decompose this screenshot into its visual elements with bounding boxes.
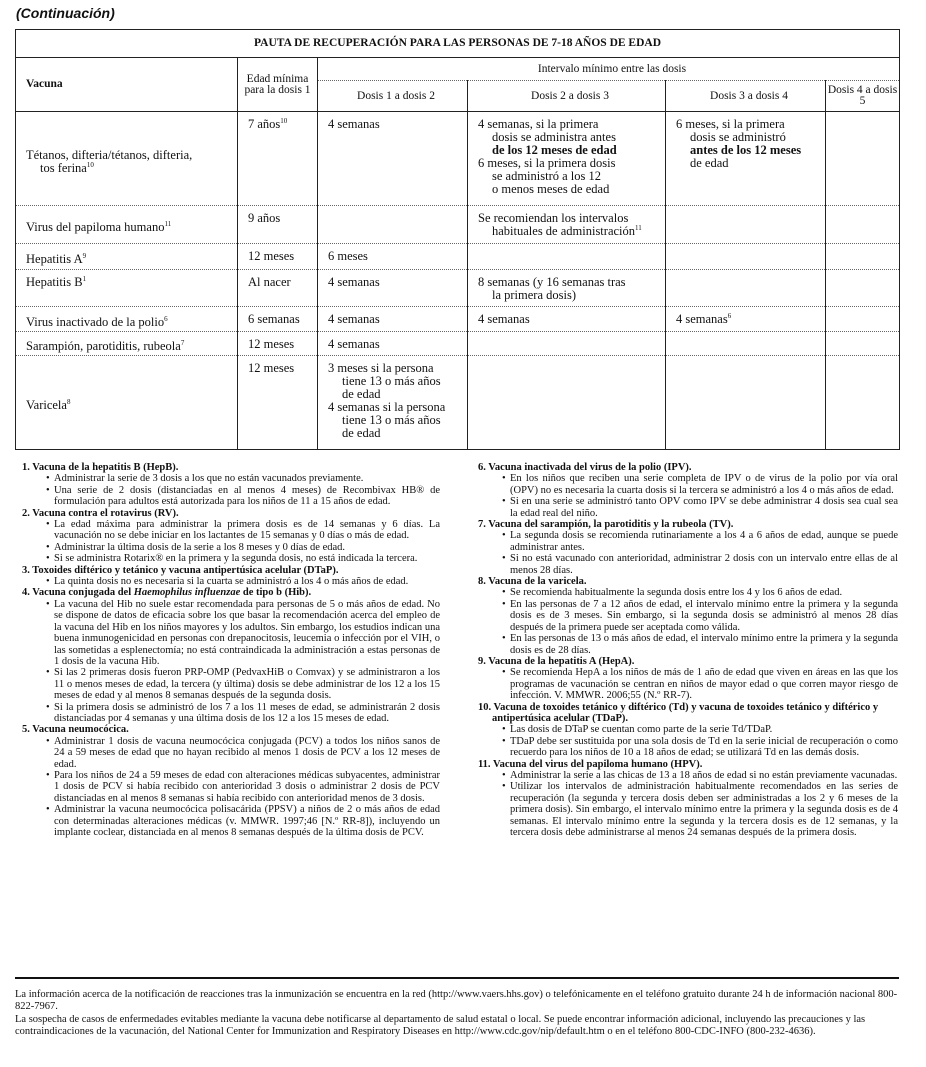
min-age: 12 meses (238, 356, 318, 450)
footer-vaers: La información acerca de la notificación de reacciones tras la inmunización se encuentra en la red (http://www.vaers.hhs.gov) o telefónicamente en el teléfono gratuito durante 24 h de información nacional 800-822-7967. (15, 989, 898, 1012)
continuation-label: (Continuación) (16, 5, 115, 21)
vaccine-name: Hepatitis $B^1$ (16, 270, 238, 307)
interval-1-2: 4 semanas (318, 112, 468, 206)
vaccine-name: Virus inactivado de la polio$^6$ (16, 307, 238, 332)
vaccine-name: Virus del papiloma humano$^{11}$ (16, 206, 238, 244)
interval-2-3: 8 semanas (y 16 semanas tras la primera dosis) (468, 270, 666, 307)
interval-4-5 (826, 206, 900, 244)
interval-4-5 (826, 112, 900, 206)
vaccine-name: Sarampión, parotiditis, rubeola$^7$ (16, 332, 238, 356)
note-ipv: 6. Vacuna inactivada del virus de la polio (IPV). • En los niños que reciben una serie completa de IPV o de virus de la polio por vía oral (OPV) no es necesaria la cuarta dosis si la tercera se administró a los 4 o más años de edad. • Si en una serie se administró tanto OPV como IPV se debe administrar 4 dosis sea cual sea la edad real del niño. (478, 462, 898, 519)
header-interval: Intervalo mínimo entre las dosis (318, 58, 900, 81)
interval-3-4: 6 meses, si la primera dosis se administró antes de los 12 meses de edad (666, 112, 826, 206)
header-min-age: Edad mínima para la dosis 1 (238, 58, 318, 112)
footer-reporting: La sospecha de casos de enfermedades evitables mediante la vacuna debe notificarse al departamento de salud estatal o local. Se puede encontrar información adicional, incluyendo las precauciones y las contraindicaciones de la vacunación, del National Center for Immunization and Respiratory Diseases en http://www.cdc.gov/nip/default.htm o en el teléfono 800-CDC-INFO (800-232-4636). (15, 1014, 866, 1037)
interval-1-2: 6 meses (318, 244, 468, 270)
table-row (16, 356, 900, 450)
interval-3-4 (666, 206, 826, 244)
table-row (16, 332, 900, 356)
table-title: PAUTA DE RECUPERACIÓN PARA LAS PERSONAS DE 7-18 AÑOS DE EDAD (16, 30, 900, 58)
interval-1-2: 3 meses si la persona tiene 13 o más años de edad 4 semanas si la persona tiene 13 o más años de edad (318, 356, 468, 450)
header-dose-2-3: Dosis 2 a dosis 3 (468, 81, 666, 112)
min-age: 12 meses (238, 244, 318, 270)
footer-divider (15, 977, 899, 979)
interval-1-2: 4 semanas (318, 332, 468, 356)
min-age: 6 semanas (238, 307, 318, 332)
interval-1-2: 4 semanas (318, 307, 468, 332)
table-row (16, 112, 900, 206)
note-varicella: 8. Vacuna de la varicela. • Se recomienda habitualmente la segunda dosis entre los 4 y los 6 años de edad. • En las personas de 7 a 12 años de edad, el intervalo mínimo entre la primera y la segunda dosis es de 3 meses. Sin embargo, si la segunda dosis se administró al menos 28 días después de la primera puede ser aceptada como válida. • En las personas de 13 o más años de edad, el intervalo mínimo entre la primera y la segunda dosis es de 28 días. (478, 576, 898, 656)
header-vaccine: Vacuna (16, 58, 238, 112)
interval-3-4: 4 semanas$^6$ (666, 307, 826, 332)
notes-left-column (22, 462, 440, 838)
table-row (16, 206, 900, 244)
catch-up-schedule-table (15, 29, 900, 450)
note-hpv: 11. Vacuna del virus del papiloma humano (HPV). • Administrar la serie a las chicas de 13 a 18 años de edad si no están previamente vacunadas. • Utilizar los intervalos de administración habitualmente recomendados en las series de recuperación (la segunda y tercera dosis deben ser administradas a los 2 y 6 meses de la primera dosis). Sin embargo, el intervalo mínimo entre la primera y la segunda dosis es de 4 semanas. El intervalo mínimo entre la segunda y la tercera dosis es de 12 semanas, y la tercera dosis debe administrarse al menos 24 semanas después de la primera dosis. (478, 759, 898, 839)
note-pneumococcal: 5. Vacuna neumocócica. • Administrar 1 dosis de vacuna neumocócica conjugada (PCV) a todos los niños sanos de 24 a 59 meses de edad que no hayan recibido al menos 1 dosis de PCV a los 12 meses de edad. • Para los niños de 24 a 59 meses de edad con alteraciones médicas subyacentes, administrar 1 dosis de PCV si había recibido con anterioridad 3 dosis o administrar 2 dosis de PCV distanciadas en al menos 8 semanas si había recibido con anterioridad menos de 3 dosis. • Administrar la vacuna neumocócica polisacárida (PPSV) a niños de 2 o más años de edad con determinadas alteraciones médicas (v. MMWR. 1997;46 [N.º RR-8]), incluyendo un implante coclear, distanciada en al menos 8 semanas después de la última dosis de PCV. (22, 724, 440, 838)
table-row (16, 307, 900, 332)
note-td-tdap: 10. Vacuna de toxoides tetánico y diftérico (Td) y vacuna de toxoides tetánico y diftérico y antipertúsica acelular (TDaP). • Las dosis de DTaP se cuentan como parte de la serie Td/TDaP. • TDaP debe ser sustituida por una sola dosis de Td en la serie inicial de recuperación o como recuerdo para los niños de 10 a 18 años de edad; se utilizará Td en las demás dosis. (478, 702, 898, 759)
note-dtap: 3. Toxoides diftérico y tetánico y vacuna antipertúsica acelular (DTaP). • La quinta dosis no es necesaria si la cuarta se administró a los 4 o más años de edad. (22, 565, 440, 588)
interval-2-3: 4 semanas, si la primera dosis se administra antes de los 12 meses de edad 6 meses, si la primera dosis se administró a los 12 o menos meses de edad (468, 112, 666, 206)
interval-1-2 (318, 206, 468, 244)
min-age: 9 años (238, 206, 318, 244)
vaccine-name: Hepatitis $A^9$ (16, 244, 238, 270)
vaccine-name: Tétanos, difteria/tétanos, difteria, tos ferina$^{10}$ (16, 112, 238, 206)
footer (15, 989, 899, 1039)
note-hib: 4. Vacuna conjugada del Haemophilus influenzae de tipo b (Hib). • La vacuna del Hib no suele estar recomendada para personas de 5 o más años de edad. No se dispone de datos de eficacia sobre los que basar la recomendación acerca del empleo de la vacuna del Hib en los niños mayores y los adultos. Sin embargo, los estudios indican una buena inmunogenicidad en personas con drepanocitosis, leucemia o infección por el VIH, o las sometidas a esplenectomía; no está contraindicada la administración a estas personas de 1 dosis de la vacuna Hib. • Si las 2 primeras dosis fueron PRP-OMP (PedvaxHiB o Comvax) y se administraron a los 11 o menos meses de edad, la tercera (y última) dosis se debe administrar de los 12 a los 15 meses de edad y al menos 8 semanas después de la segunda dosis. • Si la primera dosis se administró de los 7 a los 11 meses de edad, se administrarán 2 dosis distanciadas por 4 semanas y una última dosis de los 12 a los 15 meses de edad. (22, 587, 440, 724)
table-row (16, 270, 900, 307)
table-row (16, 244, 900, 270)
notes-right-column (478, 462, 898, 838)
header-dose-3-4: Dosis 3 a dosis 4 (666, 81, 826, 112)
note-hepa: 9. Vacuna de la hepatitis A (HepA). • Se recomienda HepA a los niños de más de 1 año de edad que viven en áreas en las que los programas de vacunación se centran en niños de mayor edad o que corren mayor riesgo de infección. V. MMWR. 2006;55 (N.º RR-7). (478, 656, 898, 702)
min-age: 7 años$^{10}$ (238, 112, 318, 206)
header-dose-1-2: Dosis 1 a dosis 2 (318, 81, 468, 112)
note-hepb: 1. Vacuna de la hepatitis B (HepB). • Administrar la serie de 3 dosis a los que no están vacunados previamente. • Una serie de 2 dosis (distanciadas en al menos 4 meses) de Recombivax HB® de formulación para adultos está autorizada para los niños de 11 a 15 años de edad. (22, 462, 440, 508)
vaccine-name: Varicela$^8$ (16, 356, 238, 450)
note-rotavirus: 2. Vacuna contra el rotavirus (RV). • La edad máxima para administrar la primera dosis es de 14 semanas y 6 días. La vacunación no se debe iniciar en los lactantes de 15 semanas y 0 días o más de edad. • Administrar la última dosis de la serie a los 8 meses y 0 días de edad. • Si se administra Rotarix® en la primera y la segunda dosis, no está indicada la tercera. (22, 508, 440, 565)
min-age: Al nacer (238, 270, 318, 307)
interval-2-3: Se recomiendan los intervalos habituales de administración$^{11}$ (468, 206, 666, 244)
interval-2-3: 4 semanas (468, 307, 666, 332)
note-mmr: 7. Vacuna del sarampión, la parotiditis y la rubeola (TV). • La segunda dosis se recomienda rutinariamente a los 4 a 6 años de edad, aunque se puede administrar antes. • Si no está vacunado con anterioridad, administrar 2 dosis con un intervalo entre ellas de al menos 28 días. (478, 519, 898, 576)
interval-1-2: 4 semanas (318, 270, 468, 307)
header-dose-4-5: Dosis 4 a dosis 5 (826, 81, 900, 112)
min-age: 12 meses (238, 332, 318, 356)
